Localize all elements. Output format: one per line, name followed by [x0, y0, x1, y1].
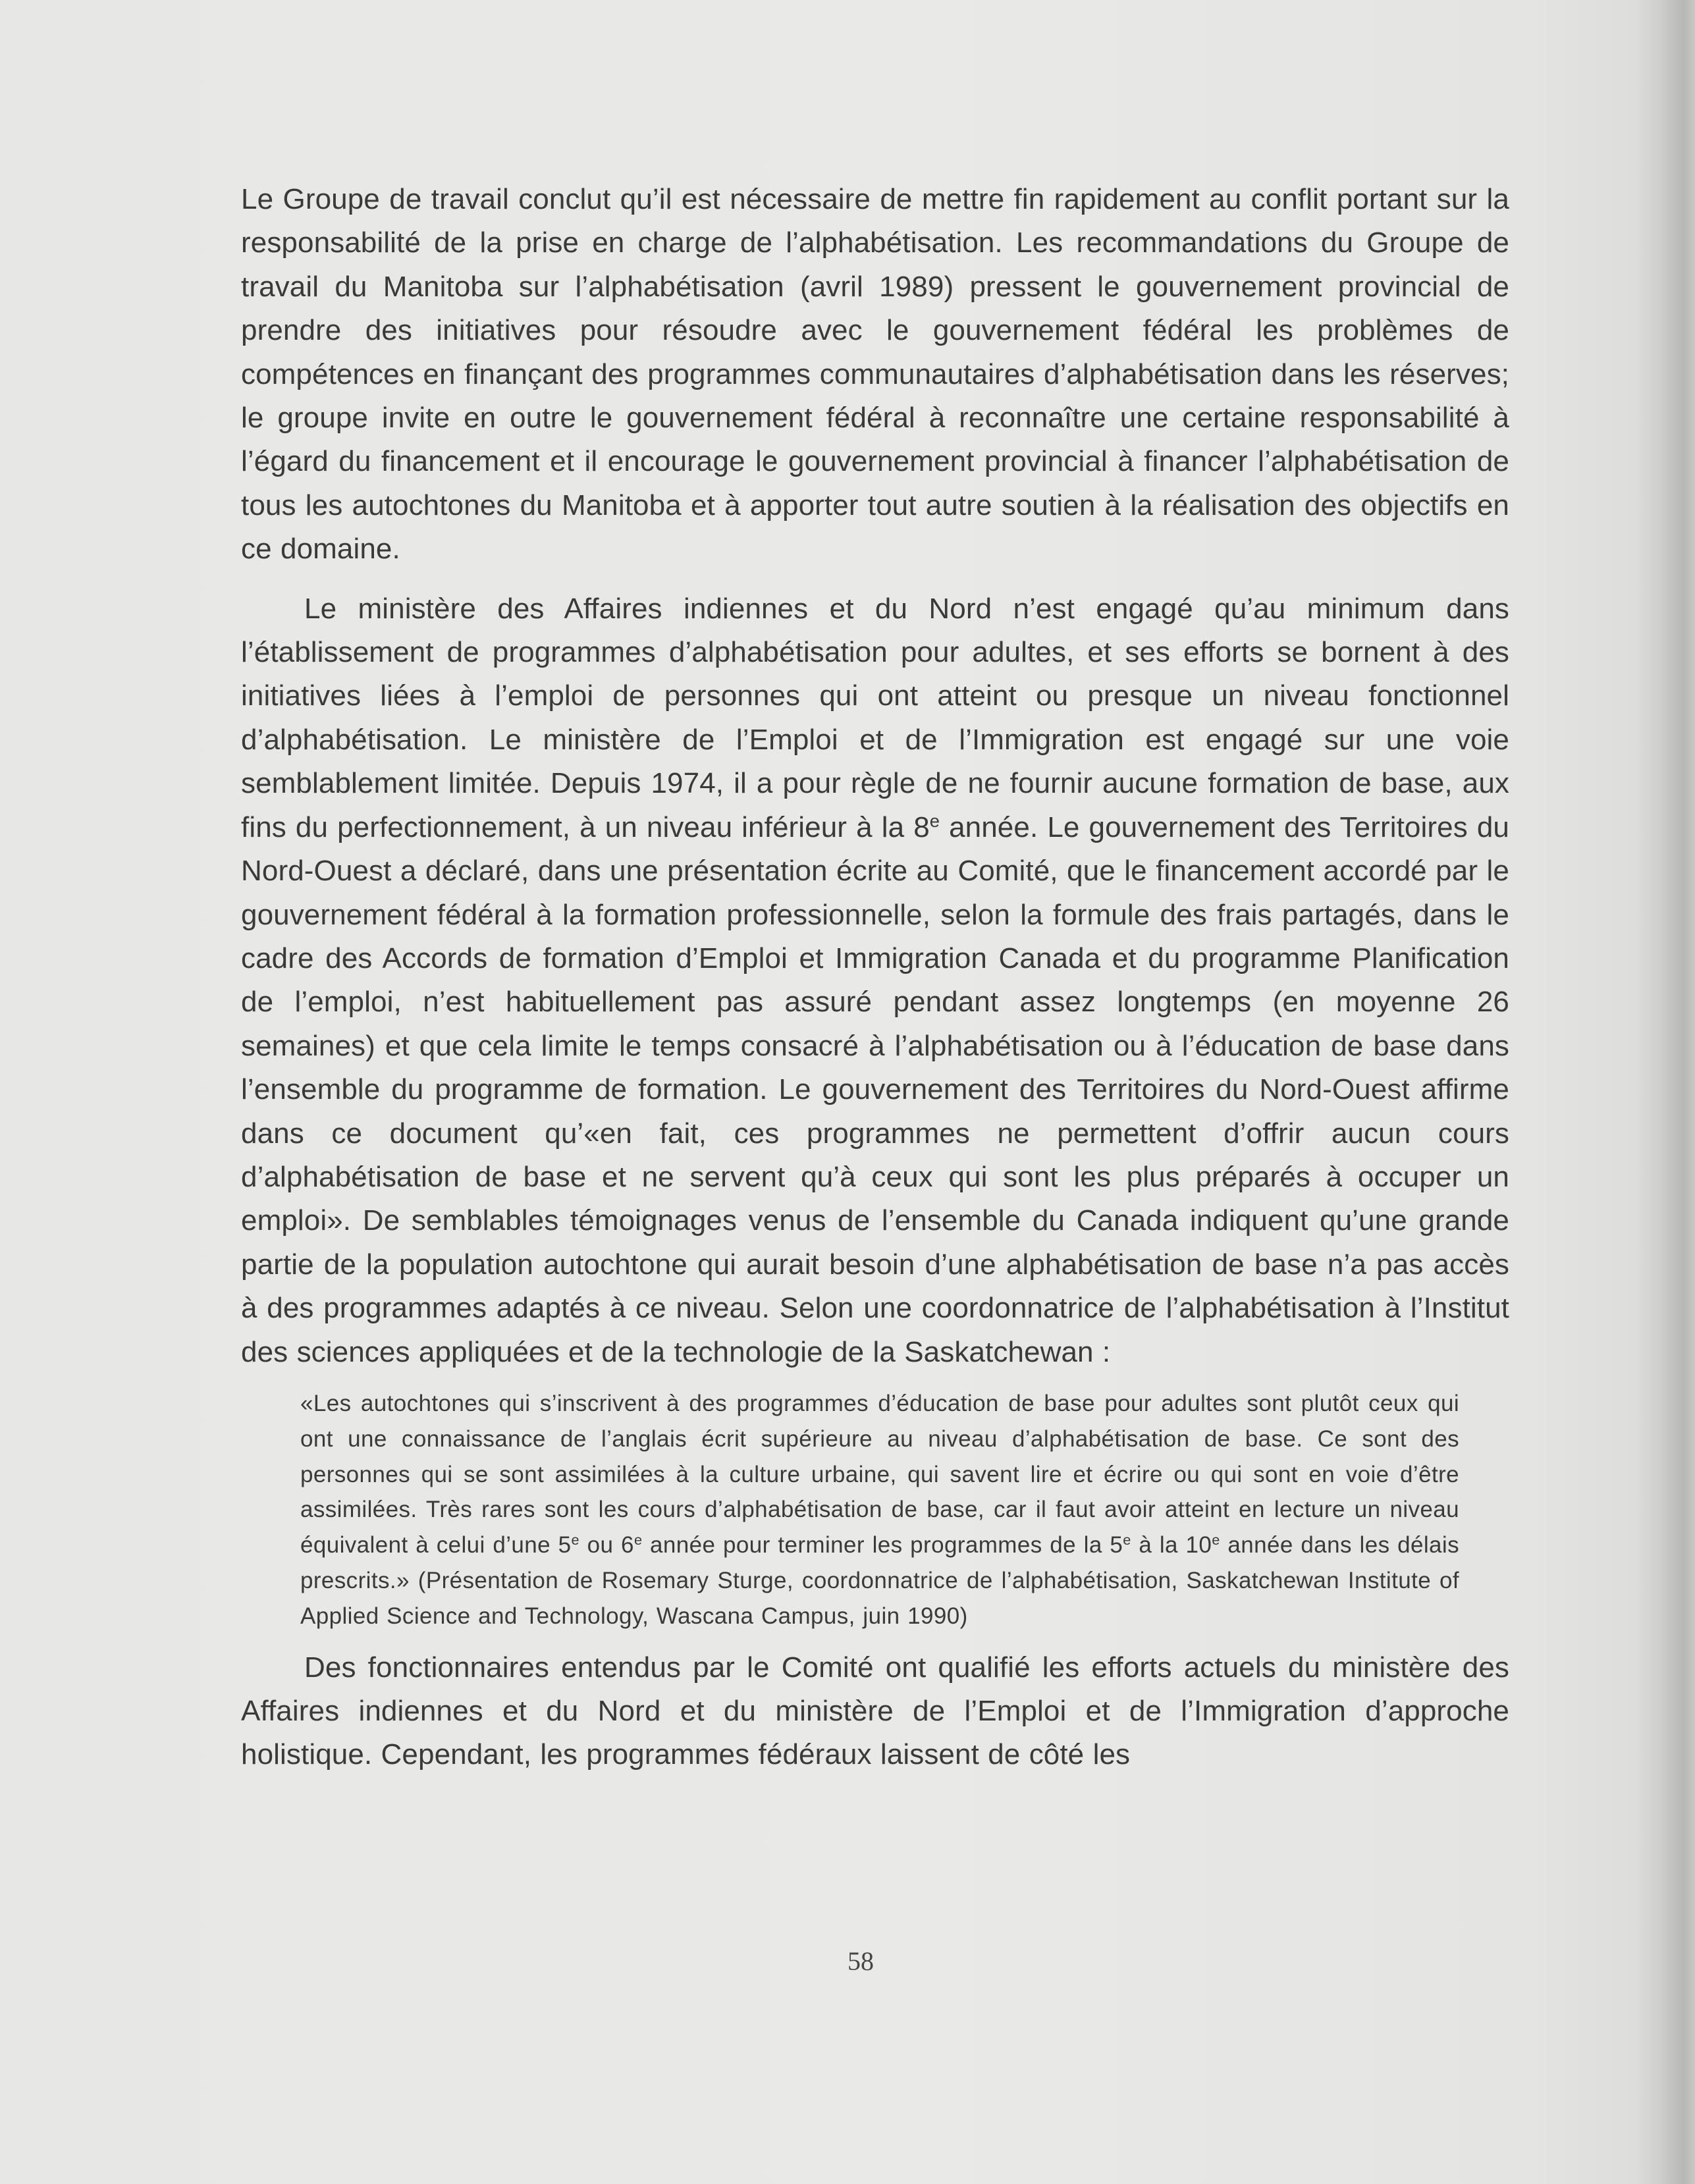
paragraph-2-text-a: Le ministère des Affaires indiennes et du Nord n’est engagé qu’au minimum dans l’établissement de programmes d’alphabétisation pour adultes, et ses efforts se bornent à des initiatives liées à l’emploi de personnes qui ont atteint ou presque un niveau fonctionnel d’alphabétisation. Le ministère de l’Emploi et de l’Immigration est engagé sur une voie semblablement limitée. Depuis 1974, il a pour règle de ne fournir aucune formation de base, aux fins du perfectionnement, à un niveau inférieur à la 8	[241, 592, 1509, 843]
paragraph-1: Le Groupe de travail conclut qu’il est nécessaire de mettre fin rapidement au conflit portant sur la responsabilité de la prise en charge de l’alphabétisation. Les recommandations du Groupe de travail du Manitoba sur l’alphabétisation (avril 1989) pressent le gouvernement provincial de prendre des initiatives pour résoudre avec le gouvernement fédéral les problèmes de compétences en finançant des programmes communautaires d’alphabétisation dans les réserves; le groupe invite en outre le gouvernement fédéral à reconnaître une certaine responsabilité à l’égard du financement et il encourage le gouvernement provincial à financer l’alphabétisation de tous les autochtones du Manitoba et à apporter tout autre soutien à la réalisation des objectifs en ce domaine.	[241, 183, 1509, 566]
superscript-ordinal: e	[571, 1531, 580, 1549]
page-edge-shadow	[1636, 0, 1695, 2184]
paragraph-2	[241, 587, 1509, 1374]
quote-text-d: à la 10	[1131, 1532, 1212, 1558]
superscript-ordinal: e	[1212, 1531, 1220, 1549]
superscript-ordinal: e	[633, 1531, 643, 1549]
paragraph-3: Des fonctionnaires entendus par le Comité ont qualifié les efforts actuels du ministère des Affaires indiennes et du Nord et du ministère de l’Emploi et de l’Immigration d’approche holistique. Cependant, les programmes fédéraux laissent de côté les	[241, 1651, 1509, 1771]
page-number: 58	[848, 1946, 874, 1976]
paragraph-2-text-b: année. Le gouvernement des Territoires du Nord-Ouest a déclaré, dans une présentation écrite au Comité, que le financement accordé par le gouvernement fédéral à la formation professionnelle, selon la formule des frais partagés, dans le cadre des Accords de formation d’Emploi et Immigration Canada et du programme Planification de l’emploi, n’est habituellement pas assuré pendant assez longtemps (en moyenne 26 semaines) et que cela limite le temps consacré à l’alphabétisation ou à l’éducation de base dans l’ensemble du programme de formation. Le gouvernement des Territoires du Nord-Ouest affirme dans ce document qu’«en fait, ces programmes ne permettent d’offrir aucun cours d’alphabétisation de base et ne servent qu’à ceux qui sont les plus préparés à occuper un emploi». De semblables témoignages venus de l’ensemble du Canada indiquent qu’une grande partie de la population autochtone qui aurait besoin d’une alphabétisation de base n’a pas accès à des programmes adaptés à ce niveau. Selon une coordonnatrice de l’alphabétisation à l’Institut des sciences appliquées et de la technologie de la Saskatchewan :	[241, 811, 1509, 1368]
block-quote	[300, 1386, 1459, 1634]
quote-text-a: «Les autochtones qui s’inscrivent à des programmes d’éducation de base pour adultes sont plutôt ceux qui ont une connaissance de l’anglais écrit supérieure au niveau d’alphabétisation de base. Ce sont des personnes qui se sont assimilées à la culture urbaine, qui savent lire et écrire ou qui sont en voie d’être assimilées. Très rares sont les cours d’alphabétisation de base, car il faut avoir atteint en lecture un niveau équivalent à celui d’une 5	[300, 1390, 1459, 1558]
superscript-ordinal: e	[929, 810, 940, 831]
quote-text-b: ou 6	[579, 1532, 634, 1558]
quote-text-e: année dans les délais prescrits.» (Présentation de Rosemary Sturge, coordonnatrice de l’alphabétisation, Saskatchewan Institute of Applied Science and Technology, Wascana Campus, juin 1990)	[300, 1532, 1459, 1629]
body-text	[241, 178, 1509, 1777]
superscript-ordinal: e	[1123, 1531, 1131, 1549]
quote-text-c: année pour terminer les programmes de la 5	[642, 1532, 1123, 1558]
